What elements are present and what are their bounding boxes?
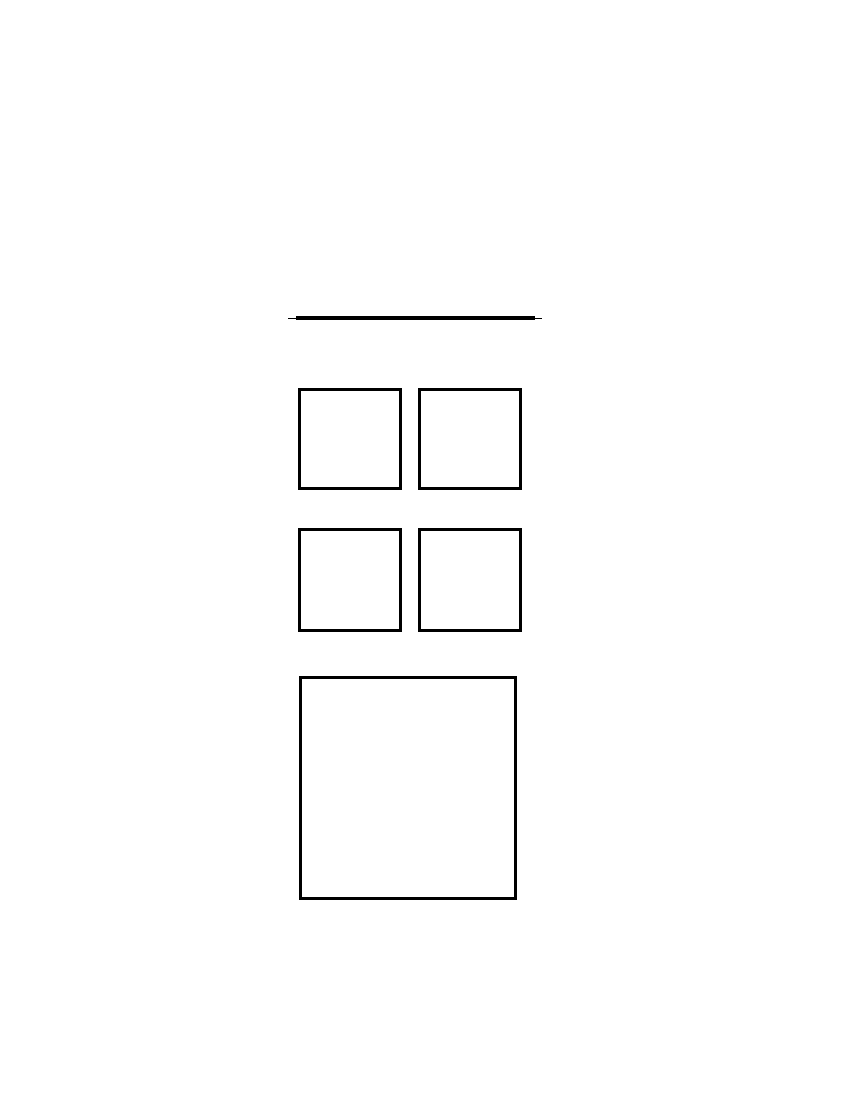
seismogram-traces-canvas — [290, 163, 546, 305]
time-axis-line-thick — [296, 316, 535, 320]
window-corrected-canvas — [421, 391, 519, 487]
particle-motion-original-canvas — [301, 531, 399, 629]
window-original-canvas — [301, 391, 399, 487]
particle-motion-corrected-canvas — [421, 531, 519, 629]
error-surface-frame — [299, 676, 517, 900]
